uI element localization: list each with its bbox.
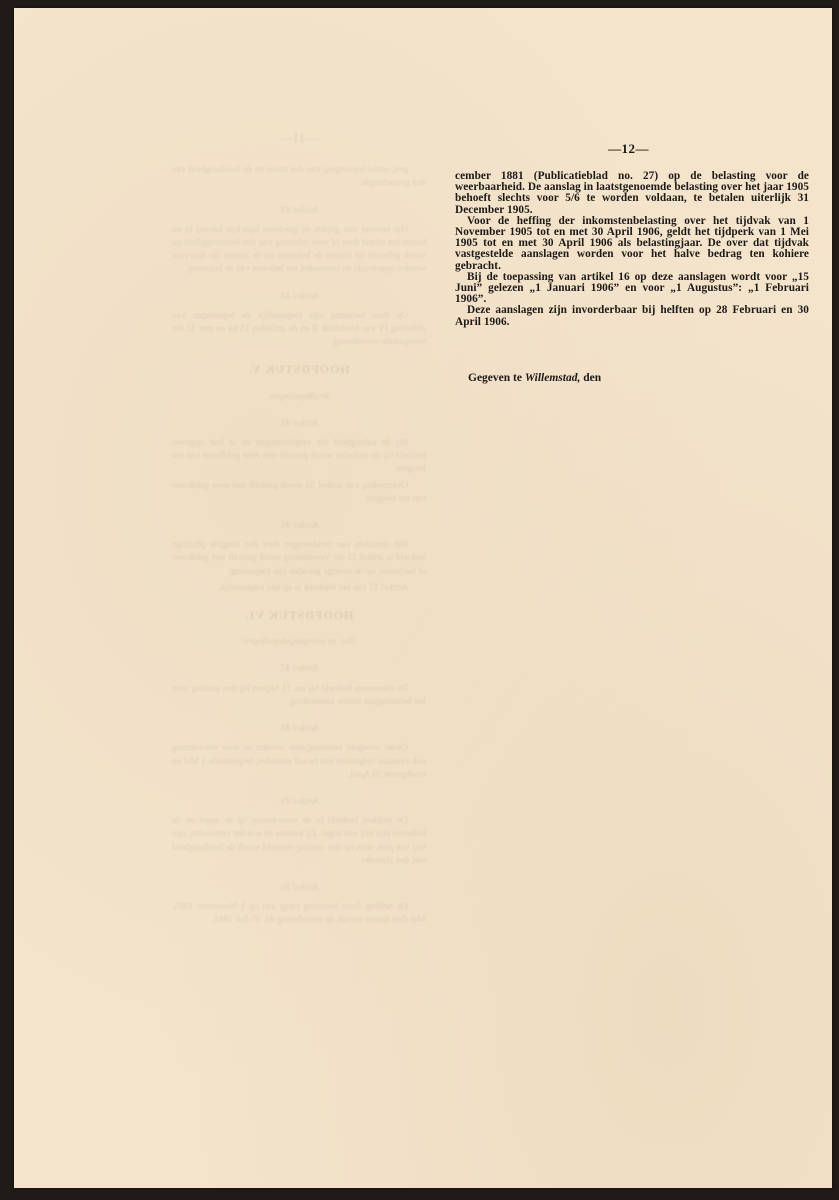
signature-suffix: den bbox=[583, 372, 602, 384]
reverse-side-bleed-through: —11— gen, onder bijvoeging van den naam en de hoedanigheid van den gemachtigde. Artikel 43. Het vervoer van gelden en goederen tusschen havens in en buiten het eiland door of voor rekening van den belastingplichtige wordt gebracht tot binnen de kohieren en de landen die daarvoor worden opgemaakt en verzonden ten behoeve van de belasting. Artikel 44. Op deze belasting zijn toepasselijk de bepalingen van afdeeling IV van hoofdstuk II en de artikelen 15 tot en met 32 der voorgaande verordening. HOOFDSTUK V. Strafbepalingen. Artikel 45. Bij de nalatigheid der verplichtingen en te laat opgaven bedoeld bij de artikelen wordt gestraft met eene geldboete van ten hoogste. Overtreding van artikel 35 wordt gestraft met eene geldboete van ten hoogste. Artikel 46. Het opmaken van verklaringen door den aangifte plichtige bedoeld in artikel 12 der Verordening wordt gestraft met geldboete of hechtenis, op de overige gevallen van toepassing. Artikel 17 van het Wetboek is op hen toepasselijk. HOOFDSTUK VI. Slot- en overgangsbepalingen. Artikel 47. De inkomsten bedoeld bij art. 11 blijven bij den aanslag over het belastingjaar buiten aanmerking. Artikel 48. Onder vroegere belastingjaren worden in deze verordening ook verstaan tijdperken van twaalf maanden, beginnende 1 Mei en eindigende 30 April. Artikel 49. De stukken bedoeld in de verordening op de zegel en de kohieren zijn vrij van zegel. Zij kunnen en worden verzonden, zijn vrij van port, mits op den omslag vermeld wordt de hoedanigheid van den afzender. Artikel 50. De heffing dezer belasting vangt aan op 1 November 1905. Met dien datum vervalt de verordening dd. 25 Juli 1881. bbox=[172, 130, 426, 926]
signature-place: Willemstad, bbox=[524, 372, 581, 384]
paragraph-2: Voor de heffing der inkomstenbelasting over het tijdvak van 1 November 1905 tot en met 30 April 1906, geldt het tijdperk van 1 Mei 1905 tot en met 30 April 1906 als belastingjaar. De over dat tijdvak vastgestelde aanslagen worden voor het halve bedrag ten kohiere gebracht. bbox=[455, 214, 809, 272]
signature-line bbox=[468, 372, 601, 384]
document-page bbox=[14, 8, 832, 1188]
paragraph-3: Bij de toepassing van artikel 16 op deze aanslagen wordt voor „15 Juni” gelezen „1 Januari 1906” en voor „1 Augustus”: „1 Februari 1906”. bbox=[455, 270, 809, 306]
paragraph-4: Deze aanslagen zijn invorderbaar bij helften op 28 Februari en 30 April 1906. bbox=[455, 304, 809, 328]
body-text bbox=[455, 171, 809, 328]
signature-prefix: Gegeven te bbox=[468, 372, 522, 384]
paragraph-1: cember 1881 (Publicatieblad no. 27) op de belasting voor de weerbaarheid. De aanslag in laatstgenoemde belasting over het jaar 1905 behoeft slechts voor 5/6 te worden voldaan, te betalen uiterlijk 31 December 1905. bbox=[455, 170, 809, 216]
page-number: —12— bbox=[608, 141, 649, 156]
